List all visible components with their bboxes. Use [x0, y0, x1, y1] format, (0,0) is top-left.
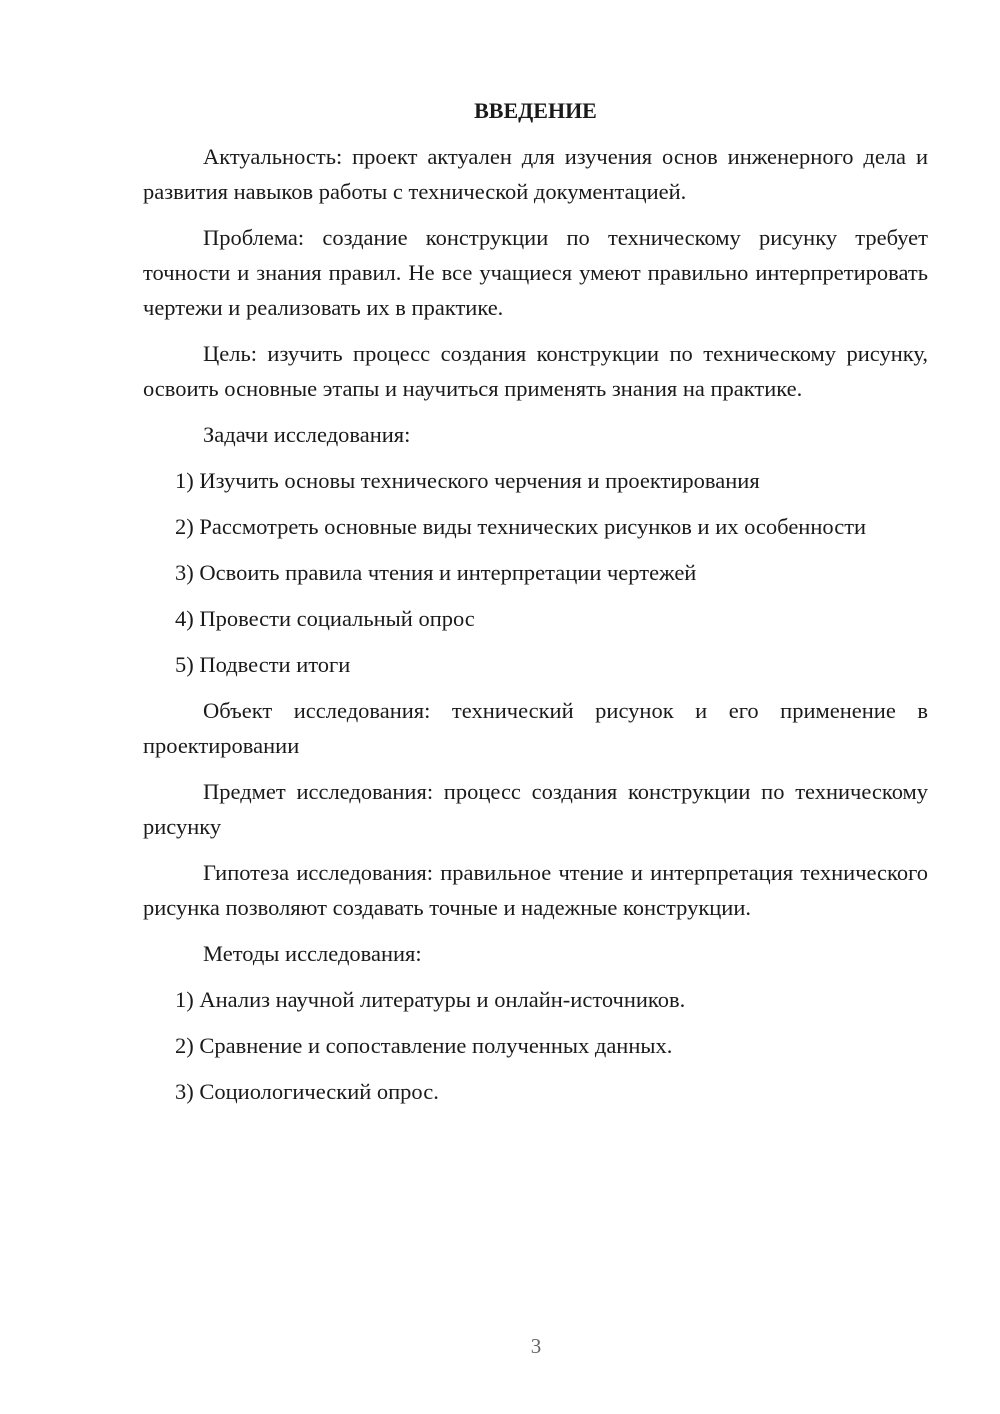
- task-item: 1) Изучить основы технического черчения и проектирования: [175, 468, 760, 493]
- subject-paragraph: Предмет исследования: процесс создания конструкции по техническому рисунку: [143, 779, 928, 839]
- method-item: 3) Социологический опрос.: [175, 1079, 439, 1104]
- task-item: 5) Подвести итоги: [175, 652, 351, 677]
- task-item: 2) Рассмотреть основные виды технических рисунков и их особенности: [175, 514, 867, 539]
- page-number: 3: [530, 1334, 542, 1358]
- goal-paragraph: Цель: изучить процесс создания конструкции по техническому рисунку, освоить основные этапы и научиться применять знания на практике.: [143, 341, 928, 401]
- task-item: 4) Провести социальный опрос: [175, 606, 475, 631]
- page-content: [143, 93, 928, 1120]
- object-paragraph: Объект исследования: технический рисунок и его применение в проектировании: [143, 698, 928, 758]
- task-item: 3) Освоить правила чтения и интерпретации чертежей: [175, 560, 697, 585]
- relevance-paragraph: Актуальность: проект актуален для изучения основ инженерного дела и развития навыков работы с технической документацией.: [143, 144, 928, 204]
- tasks-heading: Задачи исследования:: [203, 422, 411, 447]
- page-title: ВВЕДЕНИЕ: [474, 98, 597, 123]
- method-item: 2) Сравнение и сопоставление полученных данных.: [175, 1033, 673, 1058]
- hypothesis-paragraph: Гипотеза исследования: правильное чтение и интерпретация технического рисунка позволяют создавать точные и надежные конструкции.: [143, 860, 928, 920]
- method-item: 1) Анализ научной литературы и онлайн-источников.: [175, 987, 686, 1012]
- methods-heading: Методы исследования:: [203, 941, 422, 966]
- problem-paragraph: Проблема: создание конструкции по техническому рисунку требует точности и знания правил. Не все учащиеся умеют правильно интерпретировать чертежи и реализовать их в практике.: [143, 225, 928, 320]
